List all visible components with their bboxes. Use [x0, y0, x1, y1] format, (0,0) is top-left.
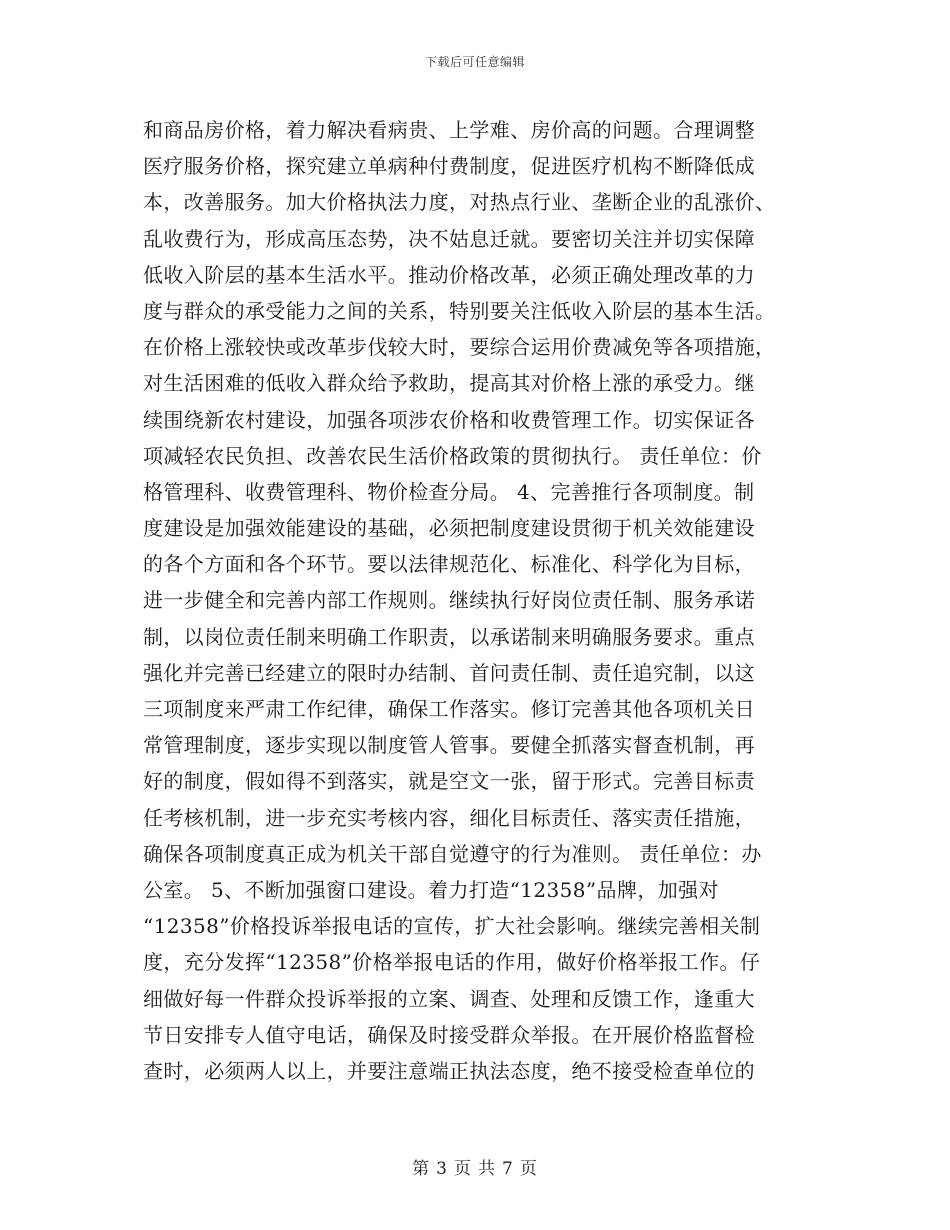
body-line: 三项制度来严肃工作纪律，确保工作落实。修订完善其他各项机关日 — [143, 697, 755, 721]
body-line: 查时，必须两人以上，并要注意端正执法态度，绝不接受检查单位的 — [143, 1058, 755, 1083]
body-line: “12358”价格投诉举报电话的宣传，扩大社会影响。继续完善相关制 — [143, 914, 761, 939]
page-label: 第 — [412, 1159, 431, 1179]
body-line: 在价格上涨较快或改革步伐较大时，要综合运用价费减免等各项措施， — [143, 335, 776, 360]
body-line: 公室。 5、不断加强窗口建设。着力打造“12358”品牌，加强对 — [143, 877, 719, 902]
body-line: 细做好每一件群众投诉举报的立案、调查、处理和反馈工作，逢重大 — [143, 986, 755, 1011]
body-line: 乱收费行为，形成高压态势，决不姑息迁就。要密切关注并切实保障 — [143, 226, 755, 251]
body-line: 低收入阶层的基本生活水平。推动价格改革，必须正确处理改革的力 — [143, 262, 755, 287]
page-total: 7 — [502, 1159, 514, 1179]
body-line: 医疗服务价格，探究建立单病种付费制度，促进医疗机构不断降低成 — [143, 154, 755, 179]
total-unit: 页 — [519, 1159, 538, 1179]
body-line: 任考核机制，进一步充实考核内容，细化目标责任、落实责任措施， — [143, 805, 755, 830]
body-line: 的各个方面和各个环节。要以法律规范化、标准化、科学化为目标， — [143, 552, 755, 577]
body-line: 进一步健全和完善内部工作规则。继续执行好岗位责任制、服务承诺 — [143, 588, 755, 613]
body-line: 制，以岗位责任制来明确工作职责，以承诺制来明确服务要求。重点 — [143, 624, 755, 649]
page-header: 下载后可任意编辑 — [424, 55, 525, 69]
body-line: 续围绕新农村建设，加强各项涉农价格和收费管理工作。切实保证各 — [143, 407, 755, 432]
body-line: 确保各项制度真正成为机关干部自觉遵守的行为准则。 责任单位：办 — [143, 841, 762, 866]
body-line: 和商品房价格，着力解决看病贵、上学难、房价高的问题。合理调整 — [143, 118, 755, 142]
body-line: 度，充分发挥“12358”价格举报电话的作用，做好价格举报工作。仔 — [143, 950, 761, 975]
body-line: 度与群众的承受能力之间的关系，特别要关注低收入阶层的基本生活。 — [143, 298, 776, 323]
body-line: 度建设是加强效能建设的基础，必须把制度建设贯彻于机关效能建设 — [143, 516, 755, 541]
page-unit: 页 — [454, 1159, 472, 1179]
body-line: 项减轻农民负担、改善农民生活价格政策的贯彻执行。 责任单位：价 — [143, 443, 762, 468]
body-line: 节日安排专人值守电话，确保及时接受群众举报。在开展价格监督检 — [143, 1022, 755, 1047]
total-label: 共 — [478, 1159, 496, 1179]
document-body — [143, 112, 807, 1089]
body-line: 本，改善服务。加大价格执法力度，对热点行业、垄断企业的乱涨价、 — [143, 190, 776, 215]
body-line: 强化并完善已经建立的限时办结制、首问责任制、责任追究制，以这 — [143, 660, 755, 685]
page-current: 3 — [436, 1159, 448, 1179]
page-footer — [0, 1154, 950, 1179]
body-line: 常管理制度，逐步实现以制度管人管事。要健全抓落实督查机制，再 — [143, 733, 755, 758]
body-line: 好的制度，假如得不到落实，就是空文一张，留于形式。完善目标责 — [143, 769, 755, 794]
body-line: 格管理科、收费管理科、物价检查分局。 4、完善推行各项制度。制 — [143, 479, 755, 504]
body-line: 对生活困难的低收入群众给予救助，提高其对价格上涨的承受力。继 — [143, 371, 755, 396]
